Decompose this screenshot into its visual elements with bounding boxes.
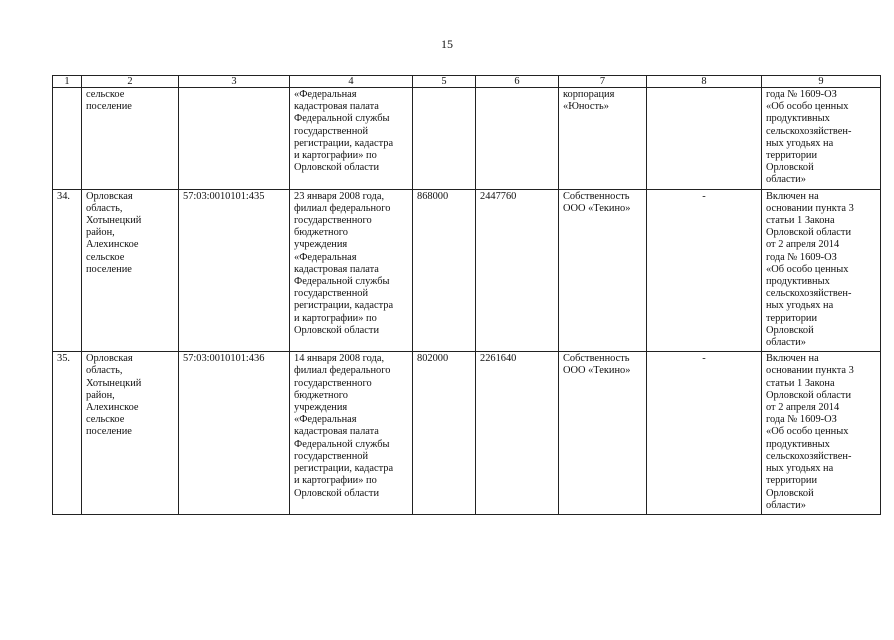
registration-line: «Федеральная [294,251,357,263]
note-line: «Об особо ценных [766,101,849,113]
location-line: Алехинское [86,402,139,414]
note-line: области» [766,337,806,349]
column-header-9: 9 [762,76,881,88]
note-line: территории [766,312,818,324]
location-line: поселение [86,426,132,438]
note-line: Включен на [766,190,819,202]
note-line: статьи 1 Закона [766,215,835,227]
column-header-6: 6 [476,76,559,88]
note-line: «Об особо ценных [766,426,849,438]
note-line: территории [766,150,818,162]
note-line: года № 1609-ОЗ [766,251,837,263]
note-line: года № 1609-ОЗ [766,414,837,426]
note-line: продуктивных [766,276,830,288]
note-line: сельскохозяйствен- [766,288,852,300]
note-line: сельскохозяйствен- [766,125,852,137]
location-cell [82,352,179,515]
registration-line: государственного [294,215,372,227]
owner-line: корпорация [563,89,615,100]
owner-line: ООО «Текино» [563,365,631,377]
location-line: Орловская [86,190,133,202]
column-8-cell: - [647,189,762,352]
location-line: область, [86,202,123,214]
registration-line: учреждения [294,239,348,251]
note-line: Орловской области [766,227,852,239]
registration-line: государственной [294,450,369,462]
note-line: Орловской области [766,389,852,401]
location-line: Орловская [86,353,133,365]
location-line: Алехинское [86,239,139,251]
owner-line: «Юность» [563,101,609,113]
cadastral-number: 57:03:0010101:435 [179,189,290,352]
table-row [53,88,881,190]
note-cell [762,88,881,190]
note-line: основании пункта 3 [766,202,854,214]
note-line: основании пункта 3 [766,365,854,377]
area-cell: 868000 [413,189,476,352]
column-header-8: 8 [647,76,762,88]
registration-line: государственного [294,377,372,389]
note-line: территории [766,475,818,487]
registration-line: бюджетного [294,389,348,401]
note-line: сельскохозяйствен- [766,450,852,462]
registration-line: 23 января 2008 года, [294,190,385,202]
note-line: ных угодьях на [766,137,834,149]
registration-line: Орловской области [294,324,380,336]
note-line: ных угодьях на [766,463,834,475]
header-row [53,76,881,88]
location-line: сельское [86,89,125,100]
area-cell [413,88,476,190]
registration-line: и картографии» по [294,150,377,162]
column-8-cell [647,88,762,190]
value-cell [476,88,559,190]
owner-line: Собственность [563,353,630,365]
row-number: 35. [53,352,82,515]
registration-line: Орловской области [294,162,380,174]
registration-line: и картографии» по [294,312,377,324]
registration-line: кадастровая палата [294,101,379,113]
owner-cell [559,352,647,515]
registration-line: регистрации, кадастра [294,137,394,149]
column-header-7: 7 [559,76,647,88]
registration-line: Федеральной службы [294,276,390,288]
owner-cell [559,189,647,352]
note-line: области» [766,499,806,511]
registry-table [52,75,881,515]
registration-line: регистрации, кадастра [294,300,394,312]
registration-cell [290,88,413,190]
table-row [53,352,881,515]
location-line: Хотынецкий [86,377,142,389]
cadastral-number [179,88,290,190]
registration-cell [290,189,413,352]
registration-line: и картографии» по [294,475,377,487]
note-line: от 2 апреля 2014 [766,239,840,251]
registration-line: бюджетного [294,227,348,239]
note-line: «Об особо ценных [766,263,849,275]
registration-line: Федеральной службы [294,438,390,450]
owner-cell [559,88,647,190]
location-cell [82,88,179,190]
note-cell [762,352,881,515]
column-header-3: 3 [179,76,290,88]
note-line: Орловской [766,324,814,336]
column-header-1: 1 [53,76,82,88]
owner-line: ООО «Текино» [563,202,631,214]
registration-line: филиал федерального [294,202,391,214]
row-number [53,88,82,190]
registration-line: Орловской области [294,487,380,499]
note-line: Орловской [766,487,814,499]
column-header-2: 2 [82,76,179,88]
location-line: сельское [86,251,125,263]
column-header-5: 5 [413,76,476,88]
table-row [53,189,881,352]
registration-line: государственной [294,288,369,300]
location-cell [82,189,179,352]
note-line: года № 1609-ОЗ [766,89,837,100]
page-number: 15 [441,37,453,51]
registration-line: Федеральной службы [294,113,390,125]
location-line: район, [86,227,115,239]
value-cell: 2447760 [476,189,559,352]
row-number: 34. [53,189,82,352]
note-line: ных угодьях на [766,300,834,312]
registration-line: «Федеральная [294,414,357,426]
cadastral-number: 57:03:0010101:436 [179,352,290,515]
note-line: Включен на [766,353,819,365]
registration-line: кадастровая палата [294,263,379,275]
note-line: статьи 1 Закона [766,377,835,389]
column-header-4: 4 [290,76,413,88]
registration-line: кадастровая палата [294,426,379,438]
location-line: Хотынецкий [86,215,142,227]
registration-line: учреждения [294,402,348,414]
registration-line: филиал федерального [294,365,391,377]
location-line: район, [86,389,115,401]
note-line: продуктивных [766,438,830,450]
location-line: область, [86,365,123,377]
location-line: сельское [86,414,125,426]
registration-line: регистрации, кадастра [294,463,394,475]
note-line: от 2 апреля 2014 [766,402,840,414]
registration-line: 14 января 2008 года, [294,353,385,365]
note-line: Орловской [766,162,814,174]
registration-cell [290,352,413,515]
column-8-cell: - [647,352,762,515]
value-cell: 2261640 [476,352,559,515]
registration-line: «Федеральная [294,89,357,100]
location-line: поселение [86,101,132,113]
note-cell [762,189,881,352]
area-cell: 802000 [413,352,476,515]
registration-line: государственной [294,125,369,137]
owner-line: Собственность [563,190,630,202]
location-line: поселение [86,263,132,275]
note-line: области» [766,174,806,186]
note-line: продуктивных [766,113,830,125]
